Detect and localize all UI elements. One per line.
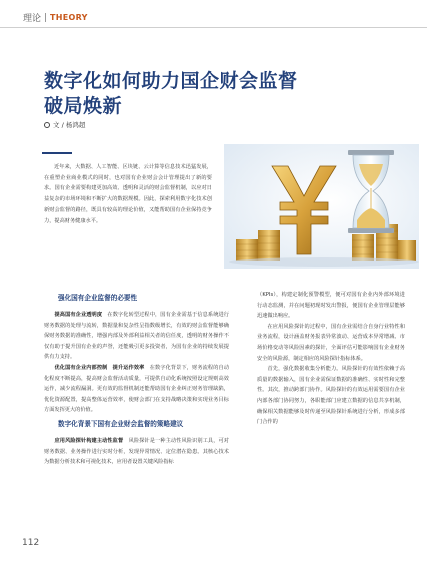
section-header — [23, 9, 88, 25]
paragraph-text: 风险探针是一种主动性风险识别工具，可对财务数据、业务操作进行实时分析，发现异常情况、定位潜在隐患。其核心技术为数据分析技术和可视化技术，应用者设置关键风险指标 — [44, 437, 229, 466]
paragraph-lead: 应用风险探针构建主动性监督 — [54, 437, 124, 444]
paragraph-text: 在数字化背景下，财务流程的自动化程度不断提高，提高财会监督活动质量，可提供自动化系统按照设定规则高效运作，减少流程漏洞。更有效的监督机制还能帮助国有企业纠正财务管理缺陷，优化资源配置，提高整体运营效率，使财会部门在支持战略决策和实现业务目标方面发挥更大的价值。 — [44, 364, 229, 414]
page-number: 112 — [22, 538, 40, 548]
left-column — [44, 290, 229, 468]
header-divider — [45, 13, 46, 22]
title-line-1: 数字化如何助力国企财会监督 — [44, 70, 298, 92]
author: 文 / 杨鸿超 — [53, 121, 86, 129]
paragraph-text: 在数字化转型过程中，国有企业需基于信息系统进行财务数据的处理与流转，数据量和复杂性呈指数级增长，有效的财会监督能够确保财务数据的准确性，增强内部及外部利益相关者的信任度，透明的财务操作不仅有助于提升国有企业的声誉，还能吸引更多投资者，为国有企业的持续发展提供有力支持。 — [44, 312, 229, 361]
section-heading-1: 强化国有企业监督的必要性 — [58, 294, 138, 302]
paragraph-text: （KPIs），构建定制化预警模型，便可对国有企业内外部环境进行动态监测，并在问题初现时发出警报，便国有企业管理层能够迅速做出响应。 — [257, 292, 405, 320]
right-column — [257, 290, 405, 428]
header-rule — [0, 27, 427, 28]
paragraph-lead: 优化国有企业内部控制 提升运作效率 — [54, 364, 145, 371]
paragraph — [44, 310, 229, 363]
title-line-2: 破局焕新 — [44, 95, 123, 117]
paragraph — [44, 436, 229, 468]
paragraph-text: 在应用风险探针的过程中，国有企业需结合自身行业特性和业务流程，设计涵盖财务报表异常波动、运营成本异常增减、市场价格变动等风险因素的探针，全面评估可能影响国有企业财务安全的风险源，制定相应的风险探针指标体系。 — [257, 323, 405, 362]
abstract — [42, 152, 212, 258]
paragraph-text: 首先，强化数据收集分析能力。风险探针的有效性依赖于高质量的数据输入，国有企业需保证数据的准确性、实时性和完整性。其次，推动跨部门协作。风险探针的有效运用需要国有企业内部各部门协同努力，各职能部门应建立数据的信息共享机制，确保相关数据能够及时传递至风险探针系统进行分析，形成多部门合作的 — [257, 366, 405, 426]
paragraph — [44, 363, 229, 416]
abstract-text: 近年来，大数据、人工智能、区块链、云计算等信息技术迅猛发展，在重塑企业商业模式的同时，也对国有企业财会会计管理提出了新的要求。国有企业需要构建更加高效、透明和灵活的财会监督机制，以应对日益复杂的市场环境和不断扩大的数据规模。因此，探索利用数字化技术创新财会监督的路径，既具有较高的理论价值，又能帮助国有企业保持竞争力，提高财务健康水平。 — [44, 164, 212, 224]
circle-icon — [44, 122, 50, 128]
theory-label: THEORY — [50, 12, 88, 22]
hero-image-yuan-hourglass — [224, 144, 419, 269]
abstract-rule — [42, 152, 72, 154]
floor-reflection — [229, 257, 419, 267]
article-title — [44, 69, 344, 119]
byline — [44, 120, 85, 129]
paragraph-lead: 提高国有企业透明度 — [54, 312, 103, 318]
section-heading-2: 数字化背景下国有企业财会监督的策略建议 — [58, 419, 184, 428]
section-label: 理论 — [23, 13, 42, 24]
